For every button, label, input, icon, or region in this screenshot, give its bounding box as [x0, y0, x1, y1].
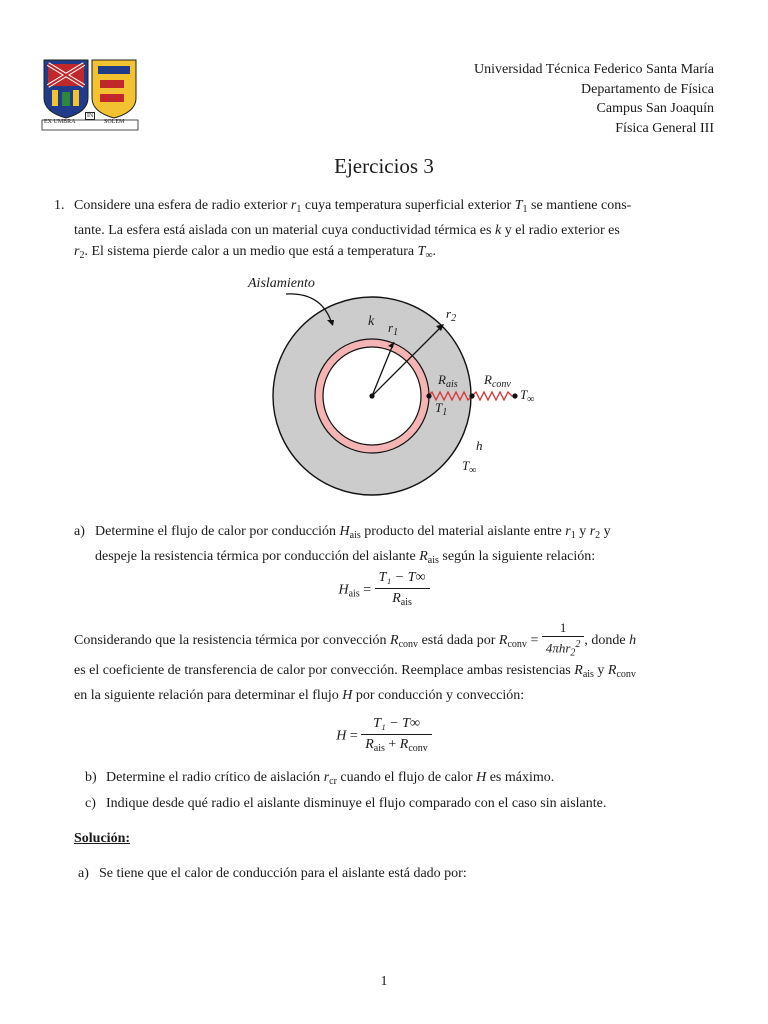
label-rais: $R_{ais}$ [438, 372, 458, 390]
label-insulation: Aislamiento [248, 276, 315, 291]
resistor-conv [472, 392, 515, 400]
equation-h-total: H = $\frac{\text{T₁ − T∞}}{R_{ais} + R_{conv}}$ [0, 714, 768, 759]
part-c-label: c) [85, 796, 96, 811]
header-campus: Campus San Joaquín [596, 101, 714, 116]
solution-heading: Solución: [74, 831, 131, 846]
page-number: 1 [380, 974, 388, 989]
label-r1: $r_1$ [388, 320, 399, 338]
header-course: Física General III [615, 120, 714, 136]
solution-a-text: Se tiene que el calor de conducción para el aislante está dado por: [99, 866, 467, 881]
part-a-label: a) [74, 524, 85, 539]
solution-a-label: a) [78, 866, 89, 881]
label-rconv: $R_{conv}$ [484, 372, 511, 390]
logo-motto-mid: IN [87, 113, 94, 119]
label-tinf-node: $T_\infty$ [520, 387, 535, 405]
equation-h-ais: $H_{ais}$ = $\frac{\text{T₁ − T∞}}{R_{ais}}$ [0, 568, 768, 613]
label-h: h [476, 438, 483, 453]
problem-number: 1. [54, 198, 65, 213]
convection-paragraph: Considerando que la resistencia térmica por convección $R_{conv}$ está dada por $R_{conv}$ = $\frac{1}{4\pi hr_2^2}$ , donde h es el coeficiente de transferencia de calor por convección. Reemplace ambas resistencias $R_{ais}$ y $R_{conv}$ en la siguiente relación para determinar el flujo H por conducción y convección: [74, 620, 637, 703]
part-a-text: Determine el flujo de calor por conducción $H_{ais}$ producto del material aislante entre $r_1$ y $r_2$ y despeje la resistencia térmica por conducción del aislante $R_{ais}$ según la siguiente relación: [95, 524, 611, 566]
part-b-label: b) [85, 770, 97, 785]
page-title: Ejercicios 3 [334, 154, 434, 178]
header-university: Universidad Técnica Federico Santa María [474, 62, 714, 77]
part-b-text: Determine el radio crítico de aislación $r_{cr}$ cuando el flujo de calor H es máximo. [106, 770, 555, 787]
institution-header [474, 60, 714, 138]
part-c-text: Indique desde qué radio el aislante disminuye el flujo comparado con el caso sin aislante. [106, 796, 607, 811]
logo-motto-left: EX UMBRA [44, 119, 76, 125]
university-logo [40, 58, 140, 134]
label-t1: $T_1$ [435, 400, 448, 418]
label-tinf-ambient: $T_\infty$ [462, 458, 477, 476]
label-k: k [368, 314, 375, 329]
problem-statement: Considere una esfera de radio exterior $r_1$ cuya temperatura superficial exterior $T_1$ se mantiene cons- tante. La esfera está aislada con un material cuya conductividad térmica es k y el radio exterior es $r_2$. El sistema pierde calor a un medio que está a temperatura $T_\infty$. [74, 198, 632, 261]
label-r2: $r_2$ [446, 306, 457, 324]
insulated-sphere-figure [236, 272, 556, 504]
logo-motto-right: SOLEM [104, 119, 125, 125]
header-department: Departamento de Física [581, 81, 714, 97]
